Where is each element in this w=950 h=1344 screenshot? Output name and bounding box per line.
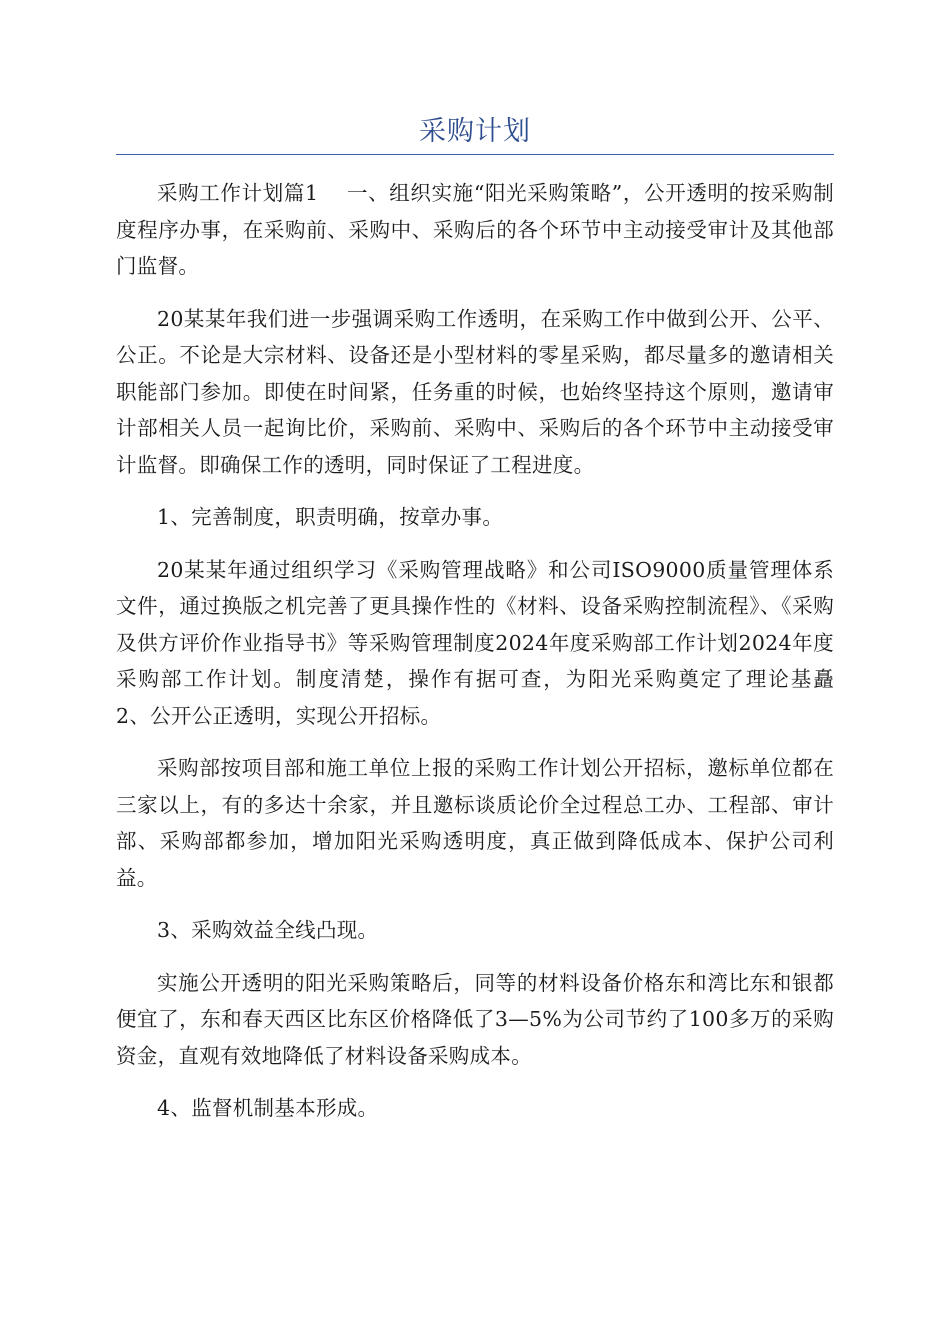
paragraph-system: 20某某年通过组织学习《采购管理战略》和公司ISO9000质量管理体系文件，通过换版之机完善了更具操作性的《材料、设备采购控制流程》、《采购及供方评价作业指导书》等采购管理制度2024年度采购部工作计划2024年度采购部工作计划。制度清楚，操作有据可查，为阳光采购奠定了理论基矗 2、公开公正透明，实现公开招标。 xyxy=(116,557,855,728)
page-title: 采购计划 xyxy=(419,116,531,147)
paragraph-intro: 采购工作计划篇1 一、组织实施“阳光采购策略”，公开透明的按采购制度程序办事，在采购前、采购中、采购后的各个环节中主动接受审计及其他部门监督。 xyxy=(116,181,834,278)
paragraph-bidding: 采购部按项目部和施工单位上报的采购工作计划公开招标，邀标单位都在三家以上，有的多达十余家，并且邀标谈质论价全过程总工办、工程部、审计部、采购部都参加，增加阳光采购透明度，真正做到降低成本、保护公司利益。 xyxy=(116,756,834,890)
paragraph-transparency: 20某某年我们进一步强调采购工作透明，在采购工作中做到公开、公平、公正。不论是大宗材料、设备还是小型材料的零星采购，都尽量多的邀请相关职能部门参加。即使在时间紧，任务重的时候，也始终坚持这个原则，邀请审计部相关人员一起询比价，采购前、采购中、采购后的各个环节中主动接受审计监督。即确保工作的透明，同时保证了工程进度。 xyxy=(116,306,834,477)
title-underline xyxy=(116,154,834,155)
document-body xyxy=(116,175,855,1143)
heading-item-3: 3、采购效益全线凸现。 xyxy=(157,918,379,942)
paragraph-benefits: 实施公开透明的阳光采购策略后，同等的材料设备价格东和湾比东和银都便宜了，东和春天西区比东区价格降低了3—5%为公司节约了100多万的采购资金，直观有效地降低了材料设备采购成本。 xyxy=(116,970,834,1068)
heading-item-1: 1、完善制度，职责明确，按章办事。 xyxy=(157,505,504,529)
heading-item-4: 4、监督机制基本形成。 xyxy=(157,1096,379,1120)
